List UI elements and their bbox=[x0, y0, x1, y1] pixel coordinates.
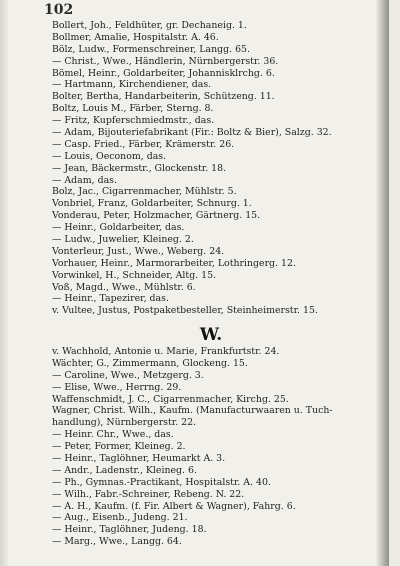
directory-entry: — Andr., Ladenstr., Kleineg. 6. bbox=[52, 464, 197, 476]
directory-entry: * Vonderau, Peter, Holzmacher, Gärtnerg. 15. bbox=[52, 210, 370, 222]
directory-entry: * — Adam, Bijouteriefabrikant (Fir.: Boltz & Bier), Salzg. 32. bbox=[52, 127, 370, 139]
directory-entry: * — Wilh., Fabr.-Schreiner, Rebeng. N. 22. bbox=[52, 489, 370, 501]
directory-entry: Bolter, Bertha, Handarbeiterin, Schützeng. 11. bbox=[52, 91, 275, 103]
directory-entry: Vorhauer, Heinr., Marmorarbeiter, Lothringerg. 12. bbox=[52, 257, 296, 269]
directory-entry: — Heinr., Taglöhner, Judeng. 18. bbox=[52, 524, 207, 536]
directory-entry: — Adam, das. bbox=[52, 174, 117, 186]
directory-entry: * Wagner, Christ. Wilh., Kaufm. (Manufacturwaaren u. Tuch- bbox=[52, 405, 370, 417]
directory-entry: Bölz, Ludw., Formenschreiner, Langg. 65. bbox=[52, 43, 250, 55]
directory-list-w bbox=[52, 346, 370, 548]
directory-entry: Bömel, Heinr., Goldarbeiter, Johannisklrchg. 6. bbox=[52, 67, 275, 79]
page-edge-shadow bbox=[376, 0, 389, 566]
directory-entry: — Louis, Oeconom, das. bbox=[52, 150, 167, 162]
directory-entry: v. Vultee, Justus, Postpaketbesteller, Steinheimerstr. 15. bbox=[52, 305, 318, 317]
directory-entry: * — Jean, Bäckermstr., Glockenstr. 18. bbox=[52, 163, 370, 175]
directory-entry: — Aug., Eisenb., Judeng. 21. bbox=[52, 512, 188, 524]
section-heading-w: W. bbox=[199, 325, 223, 345]
directory-entry: handlung), Nürnbergerstr. 22. bbox=[52, 417, 197, 429]
directory-entry: Wächter, G., Zimmermann, Glockeng. 15. bbox=[52, 357, 248, 369]
directory-entry: Vonterleur, Just., Wwe., Weberg. 24. bbox=[52, 245, 225, 257]
directory-entry: Vorwinkel, H., Schneider, Altg. 15. bbox=[52, 269, 217, 281]
directory-entry: — Heinr., Goldarbeiter, das. bbox=[52, 222, 185, 234]
directory-entry: — Heinr., Tapezirer, das. bbox=[52, 293, 169, 305]
directory-entry: — A. H., Kaufm. (f. Fir. Albert & Wagner), Fahrg. 6. bbox=[52, 500, 296, 512]
directory-entry: — Heinr. Chr., Wwe., das. bbox=[52, 429, 174, 441]
directory-entry: — Elise, Wwe., Herrng. 29. bbox=[52, 381, 182, 393]
directory-entry: — Fritz, Kupferschmiedmstr., das. bbox=[52, 115, 215, 127]
page-number: 102 bbox=[44, 2, 74, 18]
directory-entry: — Ludw., Juwelier, Kleineg. 2. bbox=[52, 234, 194, 246]
directory-entry: — Peter, Former, Kleineg. 2. bbox=[52, 441, 186, 453]
directory-entry: — Marg., Wwe., Langg. 64. bbox=[52, 536, 182, 548]
directory-entry: * — Hartmann, Kirchendiener, das. bbox=[52, 79, 370, 91]
directory-entry: Bolz, Jac., Cigarrenmacher, Mühlstr. 5. bbox=[52, 186, 237, 198]
directory-entry: Waffenschmidt, J. C., Cigarrenmacher, Kirchg. 25. bbox=[52, 393, 289, 405]
directory-list-v bbox=[52, 20, 370, 317]
directory-entry: * Boltz, Louis M., Färber, Sterng. 8. bbox=[52, 103, 370, 115]
directory-entry: v. Wachhold, Antonie u. Marie, Frankfurtstr. 24. bbox=[52, 346, 280, 357]
directory-entry: — Caroline, Wwe., Metzgerg. 3. bbox=[52, 369, 204, 381]
directory-entry: Bollmer, Amalie, Hospitalstr. A. 46. bbox=[52, 31, 219, 43]
directory-entry: Bollert, Joh., Feldhüter, gr. Dechaneig. 1. bbox=[52, 20, 247, 31]
directory-entry: Voß, Magd., Wwe., Mühlstr. 6. bbox=[52, 281, 196, 293]
directory-entry: — Christ., Wwe., Händlerin, Nürnbergerstr. 36. bbox=[52, 55, 279, 67]
directory-entry: — Ph., Gymnas.-Practikant, Hospitalstr. A. 40. bbox=[52, 476, 271, 488]
book-gutter bbox=[0, 0, 8, 566]
directory-entry: — Heinr., Taglöhner, Heumarkt A. 3. bbox=[52, 453, 226, 465]
directory-entry: * — Casp. Fried., Färber, Krämerstr. 26. bbox=[52, 139, 370, 151]
directory-entry: Vonbriel, Franz, Goldarbeiter, Schnurg. 1. bbox=[52, 198, 252, 210]
